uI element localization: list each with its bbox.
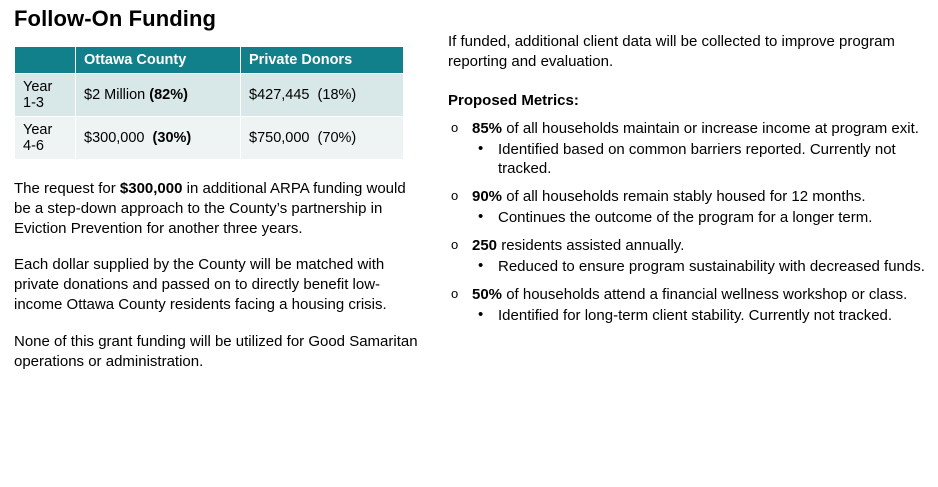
list-marker-bullet: •: [478, 139, 484, 157]
metric-sub-text: Identified for long-term client stability. Currently not tracked.: [498, 307, 893, 325]
paragraph-text-pre: The request for: [14, 180, 120, 197]
table-header-row: [15, 47, 404, 74]
row-label-year-4-6: Year 4-6: [15, 117, 76, 160]
list-marker-circle: o: [451, 119, 459, 135]
paragraph-no-admin: None of this grant funding will be utilized for Good Samaritan operations or administration.: [14, 332, 418, 370]
cell-amount: $750,000: [249, 130, 310, 146]
metric-sub-list: [472, 257, 926, 277]
list-marker-circle: o: [451, 188, 459, 204]
cell-percent: (82%): [149, 87, 188, 103]
list-item: [472, 306, 926, 326]
list-marker-bullet: •: [478, 306, 484, 324]
paragraph-request: [14, 179, 418, 238]
metric-text: of households attend a financial wellness workshop or class.: [502, 286, 908, 304]
right-column: [448, 32, 926, 334]
left-column: [14, 6, 418, 371]
cell-ottawa-year-4-6: [76, 117, 241, 160]
paragraph-text-post: in additional ARPA funding would be a step-down approach to the County’s partnership in Eviction Prevention for another three years.: [14, 180, 406, 237]
page-title: Follow-On Funding: [14, 6, 217, 31]
paragraph-matching: Each dollar supplied by the County will be matched with private donations and passed on to directly benefit low-income Ottawa County residents facing a housing crisis.: [14, 256, 387, 313]
list-item: [448, 236, 926, 277]
cell-percent: (70%): [317, 130, 357, 146]
list-item: [472, 140, 926, 180]
list-item: [448, 285, 926, 326]
cell-amount: $300,000: [84, 130, 145, 146]
list-item: [448, 119, 926, 180]
list-item: [472, 257, 926, 277]
metrics-heading: Proposed Metrics:: [448, 91, 579, 109]
table-body: [15, 74, 404, 160]
metric-value: 90%: [472, 188, 503, 206]
column-header-private-donors: Private Donors: [241, 47, 404, 74]
metric-text: of all households maintain or increase income at program exit.: [502, 119, 919, 137]
column-header-ottawa-county: Ottawa County: [76, 47, 241, 74]
cell-amount: $2 Million: [84, 87, 146, 103]
metric-value: 85%: [472, 119, 503, 137]
cell-ottawa-year-1-3: [76, 74, 241, 117]
table-row: [15, 117, 404, 160]
metric-value: 250: [472, 237, 498, 255]
list-marker-circle: o: [451, 237, 459, 253]
list-marker-circle: o: [451, 286, 459, 302]
metric-sub-list: [472, 208, 926, 228]
table-row: [15, 74, 404, 117]
cell-amount: $427,445: [249, 87, 310, 103]
paragraph-amount-bold: $300,000: [119, 180, 183, 197]
cell-private-year-1-3: [241, 74, 404, 117]
list-item: [472, 208, 926, 228]
metric-sub-text: Continues the outcome of the program for a longer term.: [498, 209, 873, 227]
right-intro-text: If funded, additional client data will be collected to improve program reporting and evaluation.: [448, 33, 895, 70]
metric-sub-text: Identified based on common barriers reported. Currently not tracked.: [498, 140, 896, 178]
list-marker-bullet: •: [478, 257, 484, 275]
cell-percent: (30%): [152, 130, 192, 146]
row-label-year-1-3: Year 1-3: [15, 74, 76, 117]
metric-sub-list: [472, 306, 926, 326]
metric-sub-list: [472, 140, 926, 180]
list-marker-bullet: •: [478, 208, 484, 226]
list-item: [448, 187, 926, 228]
funding-table: [14, 46, 404, 160]
table-header: [15, 47, 404, 74]
metric-text: of all households remain stably housed for 12 months.: [502, 188, 866, 206]
metric-text: residents assisted annually.: [497, 237, 685, 255]
metric-value: 50%: [472, 286, 503, 304]
cell-private-year-4-6: [241, 117, 404, 160]
table-corner-header: [15, 47, 76, 74]
metrics-list: [448, 119, 926, 326]
cell-percent: (18%): [317, 87, 357, 103]
metric-sub-text: Reduced to ensure program sustainability with decreased funds.: [498, 258, 925, 276]
